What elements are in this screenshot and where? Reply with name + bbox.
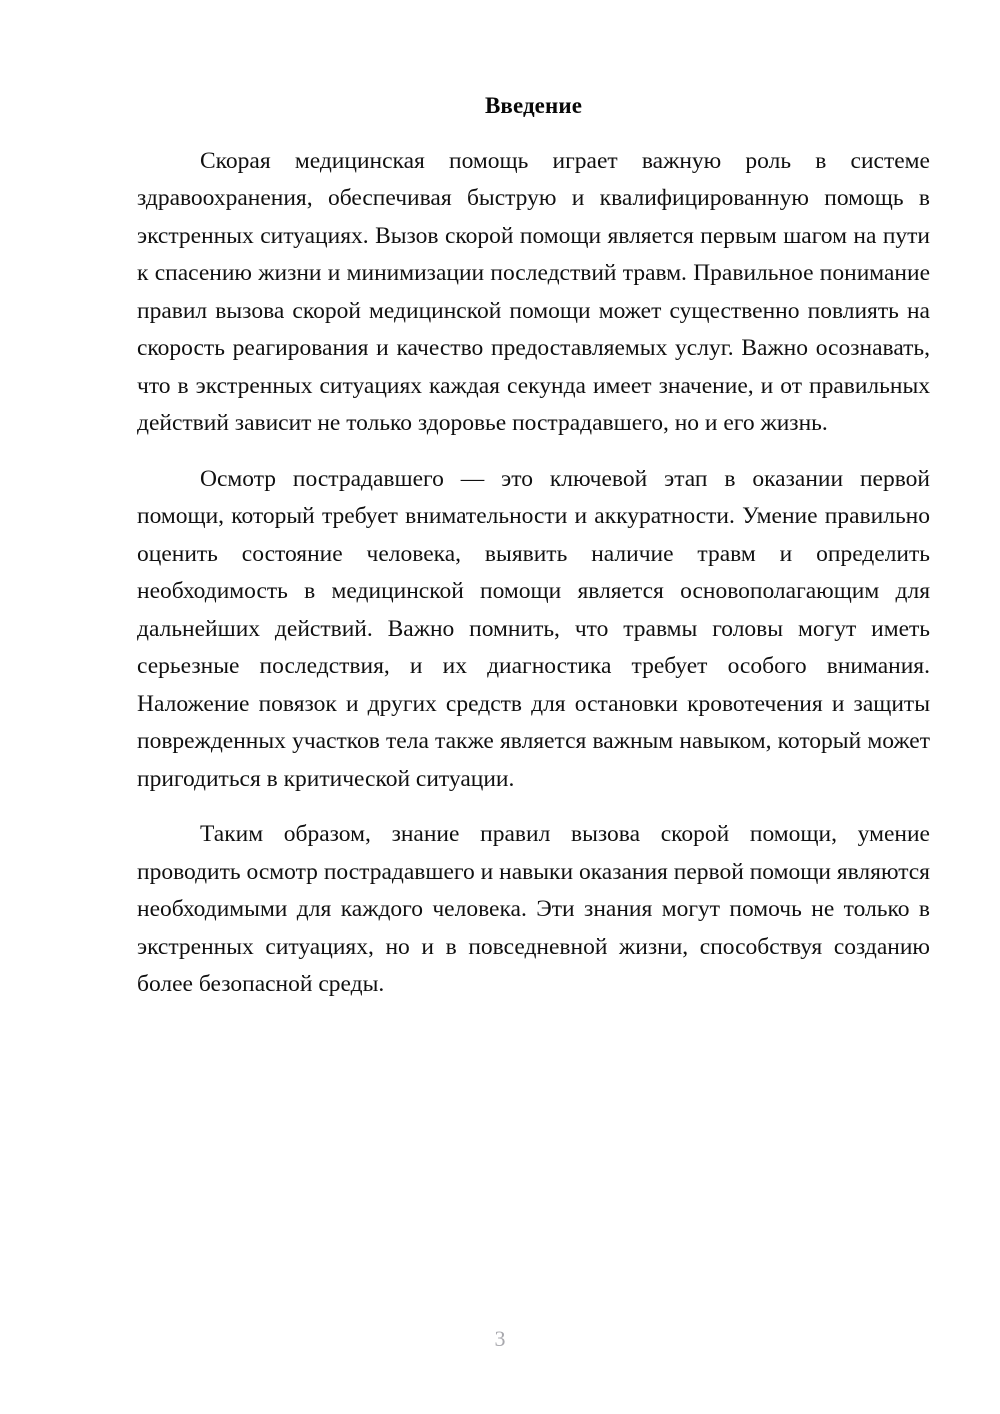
body-paragraph: Скорая медицинская помощь играет важную роль в системе здравоохранения, обеспечивая быструю и квалифицированную помощь в экстренных ситуациях. Вызов скорой помощи является первым шагом на пути к спасению жизни и минимизации последствий травм. Правильное понимание правил вызова скорой медицинской помощи может существенно повлиять на скорость реагирования и качество предоставляемых услуг. Важно осознавать, что в экстренных ситуациях каждая секунда имеет значение, и от правильных действий зависит не только здоровье пострадавшего, но и его жизнь. <box>137 147 930 437</box>
body-paragraph: Осмотр пострадавшего — это ключевой этап в оказании первой помощи, который требует внимательности и аккуратности. Умение правильно оценить состояние человека, выявить наличие травм и определить необходимость в медицинской помощи является основополагающим для дальнейших действий. Важно помнить, что травмы головы могут иметь серьезные последствия, и их диагностика требует особого внимания. Наложение повязок и других средств для остановки кровотечения и защиты поврежденных участков тела также является важным навыком, который может пригодиться в критической ситуации. <box>137 465 930 792</box>
document-body <box>137 92 930 1004</box>
page-title: Введение <box>484 93 583 118</box>
page-number: 3 <box>494 1326 506 1351</box>
body-paragraph: Таким образом, знание правил вызова скорой помощи, умение проводить осмотр пострадавшего и навыки оказания первой помощи являются необходимыми для каждого человека. Эти знания могут помочь не только в экстренных ситуациях, но и в повседневной жизни, способствуя созданию более безопасной среды. <box>137 821 930 998</box>
